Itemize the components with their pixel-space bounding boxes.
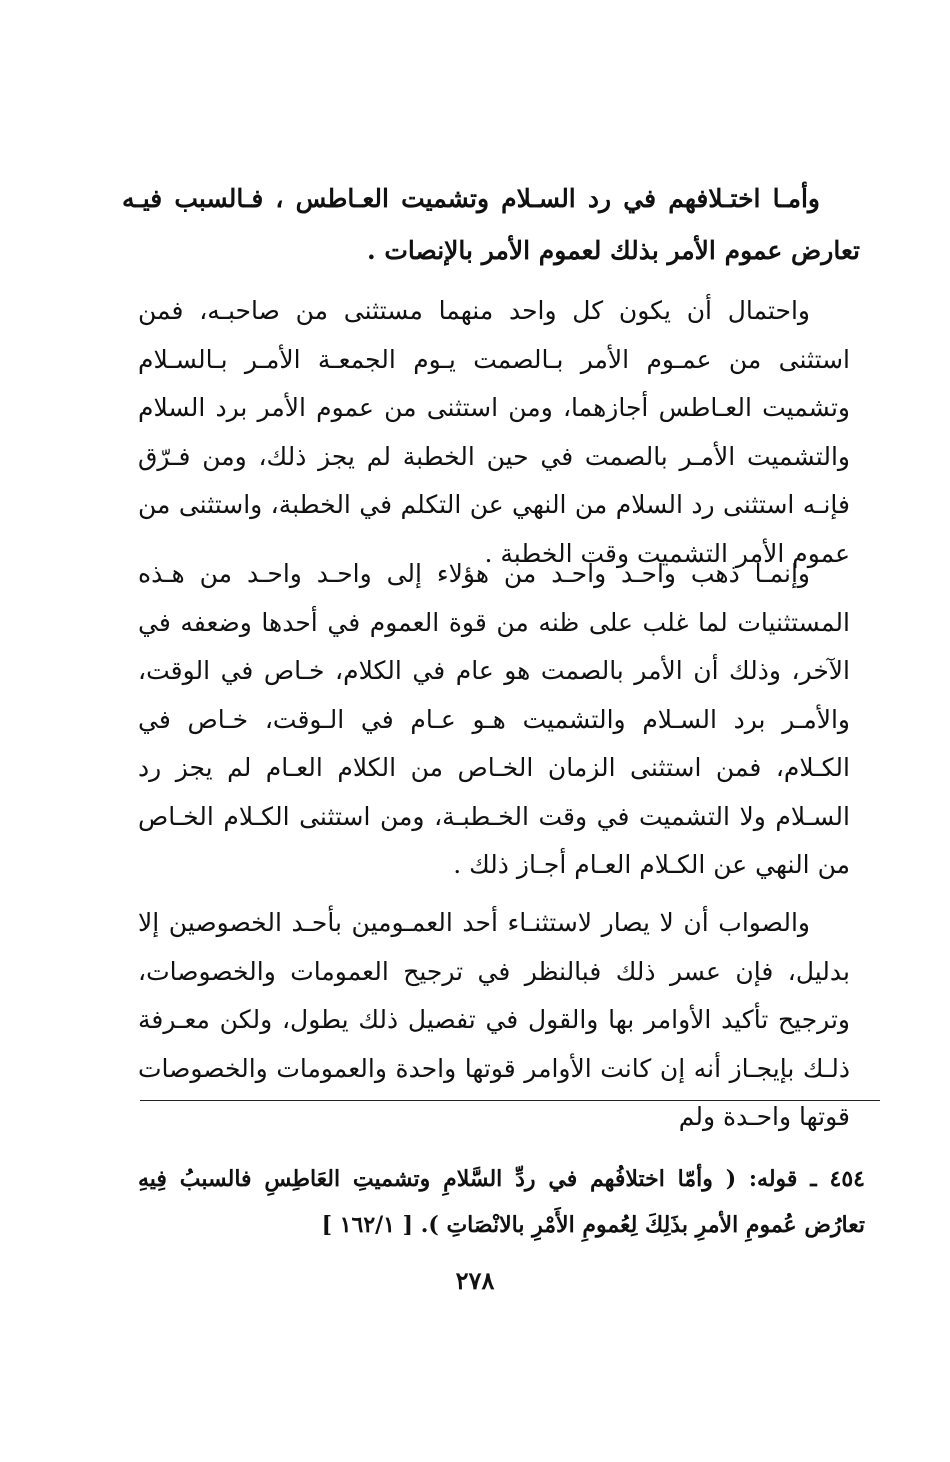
paragraph-reasoning: وإنمـا ذهب واحـد واحـد من هؤلاء إلى واحـد واحـد من هـذه المستثنيات لما غلب على ظنه من قوة العموم في أحدها وضعفه في الآخر، وذلك أن الأمر بالصمت هو عام في الكلام، خـاص في الوقت، والأمـر برد السـلام والتشميت هـو عـام في الـوقت، خـاص في الكـلام، فمن استثنى الزمان الخـاص من الكلام العـام لم يجز رد السـلام ولا التشميت في وقت الخـطبـة، ومن استثنى الكـلام الخـاص من النهي عن الكـلام العـام أجـاز ذلك . [138, 559, 850, 879]
paragraph-correct-view: والصواب أن لا يصار لاستثنـاء أحد العمـومين بأحـد الخصوصين إلا بدليل، فإن عسر ذلك فبالنظر في ترجيح العمومات والخصوصات، وترجيح تأكيد الأوامر بها والقول في تفصيل ذلك يطول، ولكن معـرفة ذلـك بإيجـاز أنه إن كانت الأوامر قوتها واحدة والعمومات والخصوصات قوتها واحـدة ولم [138, 908, 850, 1131]
opening-paragraph: وأمـا اختـلافهم في رد السـلام وتشميت العـاطس ، فـالسبب فيـه تعارض عموم الأمر بذلك لعموم الأمر بالإنصات . [122, 184, 860, 265]
footnote: ٤٥٤ ـ قوله: ( وأمّا اختلافُهم في ردِّ السَّلامِ وتشميتِ العَاطِسِ فالسببُ فِيهِ تعارُض عُمومِ الأمرِ بذَلِكَ لِعُمومِ الأَمْرِ بالانْصَاتِ ). [ ١٦٢/١ ] [138, 1166, 865, 1238]
page-number: ٢٧٨ [455, 1266, 495, 1295]
paragraph-exception: واحتمال أن يكون كل واحد منهما مستثنى من صاحبـه، فمن استثنى من عمـوم الأمر بـالصمت يـوم الجمعـة الأمـر بـالسـلام وتشميت العـاطس أجازهما، ومن استثنى من عموم الأمر برد السلام والتشميت الأمـر بالصمت في حين الخطبة لم يجز ذلك، ومن فـرّق فإنـه استثنى رد السلام من النهي عن التكلم في الخطبة، واستثنى من عموم الأمر التشميت وقت الخطبة . [138, 296, 850, 568]
footnote-divider [140, 1100, 880, 1101]
